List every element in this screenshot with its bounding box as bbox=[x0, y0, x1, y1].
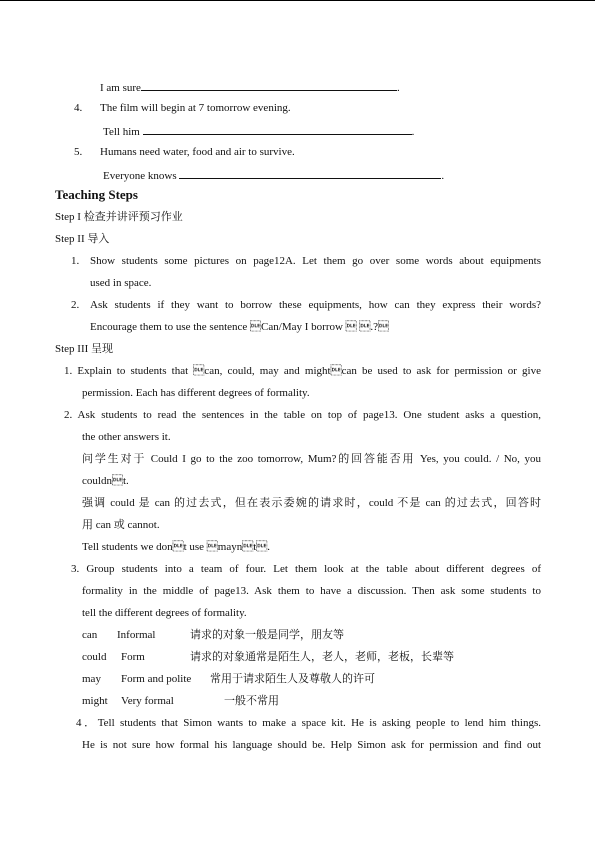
formality-row-note: 请求的对象通常是陌生人，老人，老师，老板，长辈等 bbox=[190, 651, 454, 663]
item-number: 4. bbox=[74, 102, 83, 114]
answer-blank-4[interactable] bbox=[143, 123, 412, 135]
section-heading: Teaching Steps bbox=[55, 187, 138, 202]
exercise-item-4 bbox=[74, 101, 82, 115]
step-3-item-2-line-1: 2. Ask students to read the sentences in the table on top of page13. One student asks a question, bbox=[64, 409, 541, 421]
step-3-item-2-line-4: couldnt. bbox=[82, 475, 129, 487]
step-3-item-1-line-2: permission. Each has different degrees of formality. bbox=[82, 387, 310, 399]
period: . bbox=[441, 170, 445, 182]
step-2: Step II 导入 bbox=[55, 233, 110, 245]
step-3: Step III 呈现 bbox=[55, 343, 114, 355]
item-5-lead-text: Everyone knows bbox=[103, 170, 177, 182]
step-3-item-2-line-6: 用 can 或 cannot. bbox=[82, 519, 160, 531]
step-2-item-2-line-1: Ask students if they want to borrow these equipments, how can they express their words? bbox=[90, 299, 541, 311]
formality-row-note: 请求的对象一般是同学，朋友等 bbox=[190, 629, 344, 641]
item-4-lead-text: Tell him bbox=[103, 126, 140, 138]
formality-row-level: Very formal bbox=[121, 695, 174, 707]
formality-row-word: could bbox=[82, 651, 107, 663]
step-3-item-3-line-2: formality in the middle of page13. Ask them to have a discussion. Then ask some students to bbox=[82, 585, 541, 597]
formality-row-level: Form and polite bbox=[121, 673, 192, 685]
step-3-item-4-line-1: 4．Tell students that Simon wants to make a space kit. He is asking people to lend him things. bbox=[76, 717, 541, 729]
formality-row-word: might bbox=[82, 695, 108, 707]
step-2-item-2-number: 2. bbox=[71, 299, 80, 311]
step-2-item-2-line-2: Encourage them to use the sentence Can/May I borrow  .? bbox=[90, 321, 390, 333]
formality-row-note: 常用于请求陌生人及尊敬人的许可 bbox=[210, 673, 375, 685]
step-2-item-1-line-1: Show students some pictures on page12A. Let them go over some words about equipments bbox=[90, 255, 541, 267]
answer-blank-3[interactable] bbox=[141, 79, 397, 91]
exercise-item-5-continuation bbox=[103, 167, 444, 183]
item-number: 5. bbox=[74, 146, 83, 158]
step-3-item-3-line-3: tell the different degrees of formality. bbox=[82, 607, 247, 619]
top-rule bbox=[0, 0, 595, 1]
step-3-item-2-line-5: 强调 could 是 can 的过去式，但在表示委婉的请求时，could 不是 can 的过去式，回答时 bbox=[82, 497, 541, 509]
step-3-item-2-line-3: 问学生对于 Could I go to the zoo tomorrow, Mum?的回答能否用 Yes, you could. / No, you bbox=[82, 453, 541, 465]
step-3-item-2-line-7: Tell students we dont use maynt. bbox=[82, 541, 271, 553]
period: . bbox=[396, 82, 400, 94]
item-3-lead-text: I am sure bbox=[100, 82, 141, 94]
step-3-item-2-line-2: the other answers it. bbox=[82, 431, 171, 443]
exercise-item-5-text: Humans need water, food and air to survive. bbox=[100, 146, 295, 158]
answer-blank-5[interactable] bbox=[179, 167, 441, 179]
formality-row-word: can bbox=[82, 629, 98, 641]
formality-row-note: 一般不常用 bbox=[224, 695, 279, 707]
step-3-item-3-line-1: 3. Group students into a team of four. Let them look at the table about different degrees of bbox=[71, 563, 541, 575]
step-3-item-1-line-1: 1. Explain to students that can, could, may and mightcan be used to ask for permission or give bbox=[64, 365, 541, 377]
exercise-item-3-continuation bbox=[100, 79, 400, 95]
period: . bbox=[411, 126, 415, 138]
step-3-item-4-line-2: He is not sure how formal his language should be. Help Simon ask for permission and find out bbox=[82, 739, 541, 751]
formality-row-level: Informal bbox=[117, 629, 156, 641]
formality-row-level: Form bbox=[121, 651, 145, 663]
step-2-item-1-line-2: used in space. bbox=[90, 277, 152, 289]
formality-row-word: may bbox=[82, 673, 101, 685]
exercise-item-5 bbox=[74, 145, 82, 159]
exercise-item-4-text: The film will begin at 7 tomorrow evening. bbox=[100, 102, 291, 114]
step-1: Step I 检查并讲评预习作业 bbox=[55, 211, 183, 223]
step-2-item-1-number: 1. bbox=[71, 255, 80, 267]
exercise-item-4-continuation bbox=[103, 123, 414, 139]
